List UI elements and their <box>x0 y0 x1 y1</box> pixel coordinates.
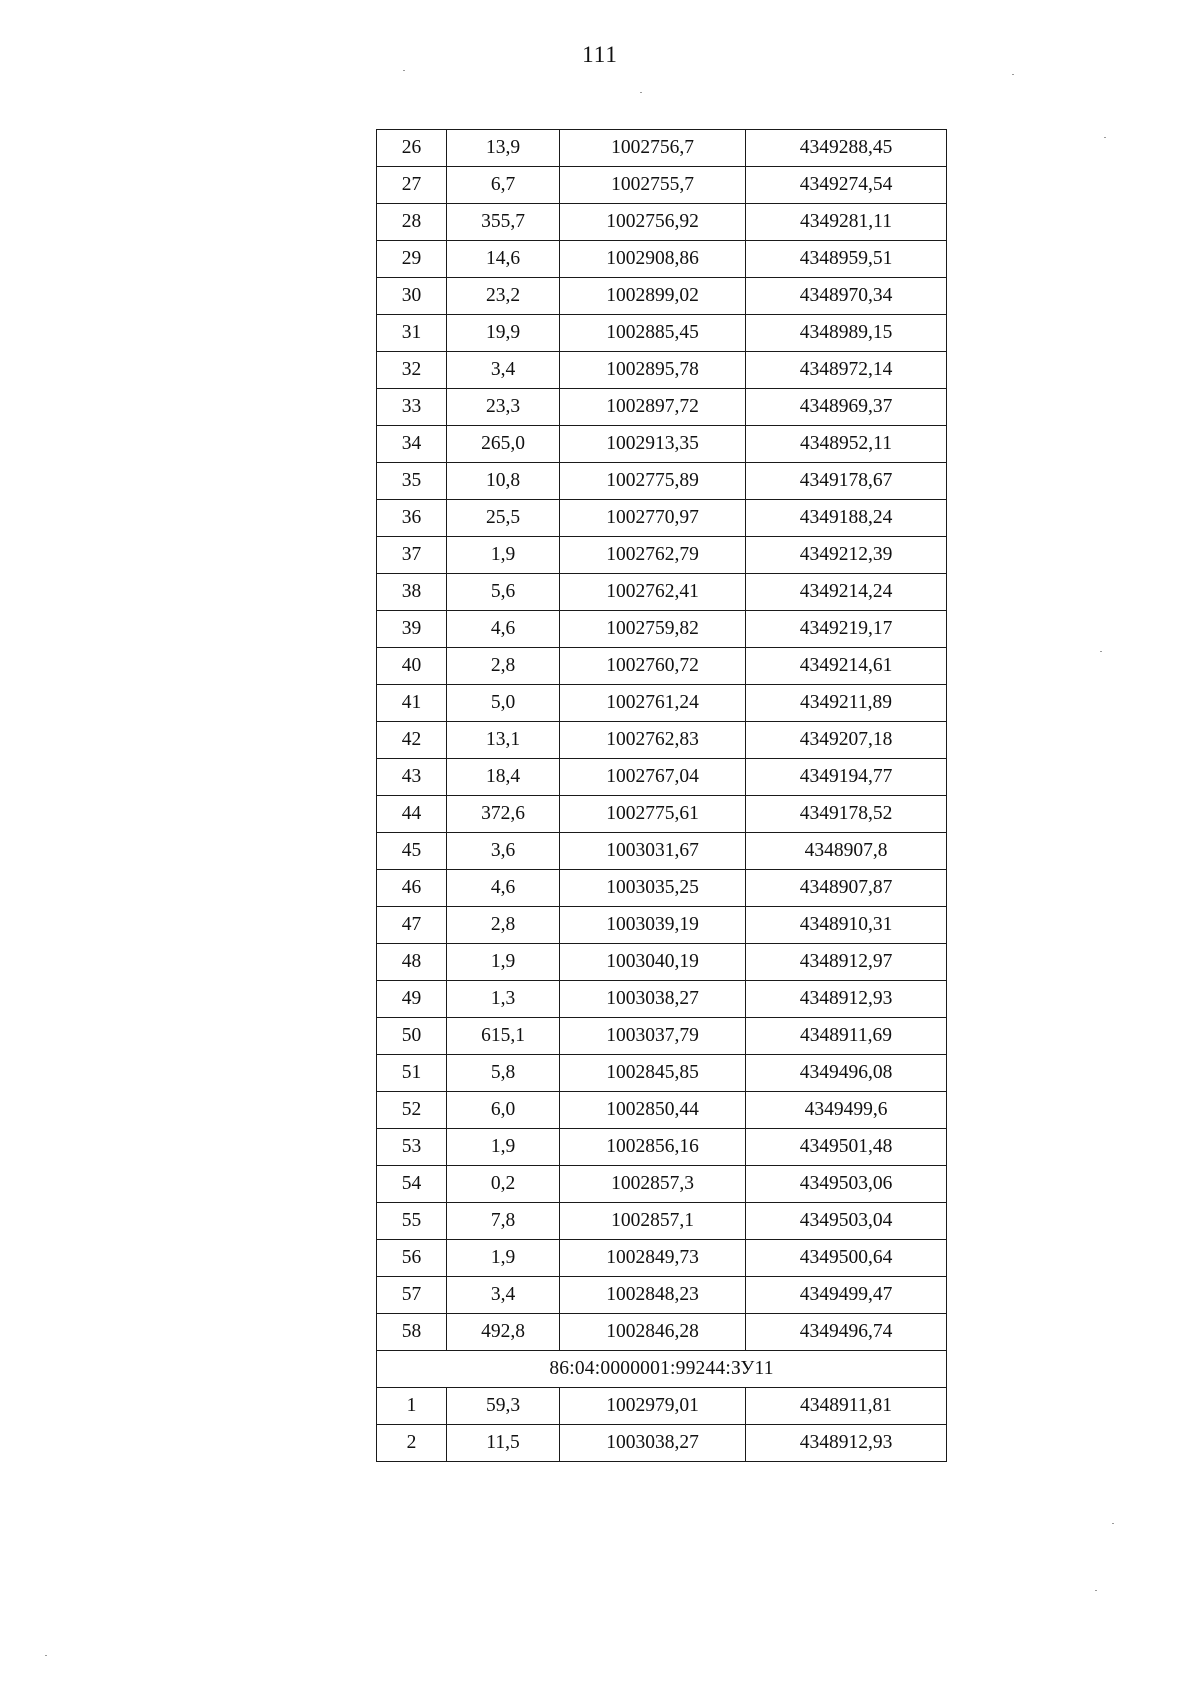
y-coordinate-cell: 4349194,77 <box>746 759 947 796</box>
table-row <box>377 426 947 463</box>
length-cell: 19,9 <box>447 315 560 352</box>
point-number-cell: 28 <box>377 204 447 241</box>
point-number-cell: 32 <box>377 352 447 389</box>
length-cell: 1,9 <box>447 1240 560 1277</box>
x-coordinate-cell: 1002908,86 <box>560 241 746 278</box>
table-row <box>377 463 947 500</box>
length-cell: 3,4 <box>447 352 560 389</box>
point-number-cell: 44 <box>377 796 447 833</box>
y-coordinate-cell: 4348907,8 <box>746 833 947 870</box>
point-number-cell: 1 <box>377 1388 447 1425</box>
scan-speck <box>1095 1590 1097 1591</box>
point-number-cell: 52 <box>377 1092 447 1129</box>
point-number-cell: 31 <box>377 315 447 352</box>
y-coordinate-cell: 4349288,45 <box>746 130 947 167</box>
table-row <box>377 833 947 870</box>
point-number-cell: 38 <box>377 574 447 611</box>
table-row <box>377 796 947 833</box>
length-cell: 23,3 <box>447 389 560 426</box>
table-row <box>377 648 947 685</box>
length-cell: 3,6 <box>447 833 560 870</box>
length-cell: 2,8 <box>447 648 560 685</box>
point-number-cell: 37 <box>377 537 447 574</box>
point-number-cell: 26 <box>377 130 447 167</box>
y-coordinate-cell: 4348911,81 <box>746 1388 947 1425</box>
length-cell: 1,9 <box>447 537 560 574</box>
y-coordinate-cell: 4349503,04 <box>746 1203 947 1240</box>
x-coordinate-cell: 1002979,01 <box>560 1388 746 1425</box>
length-cell: 355,7 <box>447 204 560 241</box>
table-row <box>377 1240 947 1277</box>
length-cell: 5,8 <box>447 1055 560 1092</box>
length-cell: 13,1 <box>447 722 560 759</box>
x-coordinate-cell: 1003038,27 <box>560 1425 746 1462</box>
x-coordinate-cell: 1003031,67 <box>560 833 746 870</box>
section-header-row <box>377 1351 947 1388</box>
point-number-cell: 55 <box>377 1203 447 1240</box>
length-cell: 59,3 <box>447 1388 560 1425</box>
table-row <box>377 1129 947 1166</box>
point-number-cell: 56 <box>377 1240 447 1277</box>
point-number-cell: 29 <box>377 241 447 278</box>
point-number-cell: 34 <box>377 426 447 463</box>
x-coordinate-cell: 1002756,7 <box>560 130 746 167</box>
x-coordinate-cell: 1002775,89 <box>560 463 746 500</box>
y-coordinate-cell: 4348910,31 <box>746 907 947 944</box>
x-coordinate-cell: 1002760,72 <box>560 648 746 685</box>
length-cell: 3,4 <box>447 1277 560 1314</box>
table-row <box>377 1092 947 1129</box>
y-coordinate-cell: 4349499,47 <box>746 1277 947 1314</box>
table-row <box>377 685 947 722</box>
point-number-cell: 36 <box>377 500 447 537</box>
table-row <box>377 722 947 759</box>
length-cell: 1,9 <box>447 944 560 981</box>
table-row <box>377 611 947 648</box>
table-row <box>377 1018 947 1055</box>
y-coordinate-cell: 4349211,89 <box>746 685 947 722</box>
table-row <box>377 130 947 167</box>
y-coordinate-cell: 4349188,24 <box>746 500 947 537</box>
y-coordinate-cell: 4349501,48 <box>746 1129 947 1166</box>
x-coordinate-cell: 1002759,82 <box>560 611 746 648</box>
point-number-cell: 53 <box>377 1129 447 1166</box>
y-coordinate-cell: 4348911,69 <box>746 1018 947 1055</box>
table-row <box>377 204 947 241</box>
length-cell: 0,2 <box>447 1166 560 1203</box>
y-coordinate-cell: 4348952,11 <box>746 426 947 463</box>
x-coordinate-cell: 1002770,97 <box>560 500 746 537</box>
parcel-cadastral-number: 86:04:0000001:99244:ЗУ11 <box>377 1351 947 1388</box>
x-coordinate-cell: 1002857,1 <box>560 1203 746 1240</box>
length-cell: 11,5 <box>447 1425 560 1462</box>
table-row <box>377 352 947 389</box>
x-coordinate-cell: 1002848,23 <box>560 1277 746 1314</box>
length-cell: 1,9 <box>447 1129 560 1166</box>
y-coordinate-cell: 4349499,6 <box>746 1092 947 1129</box>
length-cell: 4,6 <box>447 611 560 648</box>
point-number-cell: 2 <box>377 1425 447 1462</box>
point-number-cell: 54 <box>377 1166 447 1203</box>
point-number-cell: 49 <box>377 981 447 1018</box>
x-coordinate-cell: 1002762,41 <box>560 574 746 611</box>
x-coordinate-cell: 1002850,44 <box>560 1092 746 1129</box>
length-cell: 23,2 <box>447 278 560 315</box>
x-coordinate-cell: 1002756,92 <box>560 204 746 241</box>
length-cell: 6,7 <box>447 167 560 204</box>
y-coordinate-cell: 4348912,93 <box>746 1425 947 1462</box>
length-cell: 18,4 <box>447 759 560 796</box>
y-coordinate-cell: 4348912,93 <box>746 981 947 1018</box>
y-coordinate-cell: 4349503,06 <box>746 1166 947 1203</box>
scan-speck <box>45 1655 47 1656</box>
length-cell: 492,8 <box>447 1314 560 1351</box>
table-row <box>377 870 947 907</box>
x-coordinate-cell: 1002885,45 <box>560 315 746 352</box>
x-coordinate-cell: 1002755,7 <box>560 167 746 204</box>
y-coordinate-cell: 4349214,24 <box>746 574 947 611</box>
y-coordinate-cell: 4349219,17 <box>746 611 947 648</box>
scan-speck <box>403 70 405 71</box>
x-coordinate-cell: 1002845,85 <box>560 1055 746 1092</box>
length-cell: 6,0 <box>447 1092 560 1129</box>
x-coordinate-cell: 1002849,73 <box>560 1240 746 1277</box>
length-cell: 265,0 <box>447 426 560 463</box>
coordinates-table <box>376 129 947 1462</box>
x-coordinate-cell: 1003035,25 <box>560 870 746 907</box>
length-cell: 4,6 <box>447 870 560 907</box>
x-coordinate-cell: 1002762,83 <box>560 722 746 759</box>
table-row <box>377 759 947 796</box>
point-number-cell: 45 <box>377 833 447 870</box>
y-coordinate-cell: 4348959,51 <box>746 241 947 278</box>
x-coordinate-cell: 1002895,78 <box>560 352 746 389</box>
y-coordinate-cell: 4348912,97 <box>746 944 947 981</box>
length-cell: 10,8 <box>447 463 560 500</box>
scan-speck <box>1012 74 1014 75</box>
table-row <box>377 315 947 352</box>
x-coordinate-cell: 1002775,61 <box>560 796 746 833</box>
table-row <box>377 1055 947 1092</box>
y-coordinate-cell: 4349178,52 <box>746 796 947 833</box>
table-row <box>377 1277 947 1314</box>
x-coordinate-cell: 1002899,02 <box>560 278 746 315</box>
point-number-cell: 50 <box>377 1018 447 1055</box>
table-row <box>377 981 947 1018</box>
table-row <box>377 1203 947 1240</box>
length-cell: 2,8 <box>447 907 560 944</box>
table-row <box>377 537 947 574</box>
length-cell: 5,6 <box>447 574 560 611</box>
length-cell: 615,1 <box>447 1018 560 1055</box>
y-coordinate-cell: 4348972,14 <box>746 352 947 389</box>
scan-speck <box>1100 651 1102 652</box>
point-number-cell: 42 <box>377 722 447 759</box>
length-cell: 25,5 <box>447 500 560 537</box>
point-number-cell: 47 <box>377 907 447 944</box>
length-cell: 372,6 <box>447 796 560 833</box>
point-number-cell: 35 <box>377 463 447 500</box>
y-coordinate-cell: 4349496,08 <box>746 1055 947 1092</box>
table-row <box>377 1314 947 1351</box>
length-cell: 14,6 <box>447 241 560 278</box>
y-coordinate-cell: 4349214,61 <box>746 648 947 685</box>
x-coordinate-cell: 1002762,79 <box>560 537 746 574</box>
y-coordinate-cell: 4348970,34 <box>746 278 947 315</box>
length-cell: 5,0 <box>447 685 560 722</box>
y-coordinate-cell: 4349178,67 <box>746 463 947 500</box>
point-number-cell: 43 <box>377 759 447 796</box>
table-row <box>377 574 947 611</box>
table-row <box>377 241 947 278</box>
point-number-cell: 40 <box>377 648 447 685</box>
x-coordinate-cell: 1002857,3 <box>560 1166 746 1203</box>
table-row <box>377 944 947 981</box>
point-number-cell: 33 <box>377 389 447 426</box>
scan-speck <box>640 92 642 93</box>
y-coordinate-cell: 4349274,54 <box>746 167 947 204</box>
point-number-cell: 46 <box>377 870 447 907</box>
y-coordinate-cell: 4348907,87 <box>746 870 947 907</box>
table-row <box>377 167 947 204</box>
table-row <box>377 389 947 426</box>
point-number-cell: 51 <box>377 1055 447 1092</box>
point-number-cell: 39 <box>377 611 447 648</box>
table-row <box>377 907 947 944</box>
x-coordinate-cell: 1002913,35 <box>560 426 746 463</box>
x-coordinate-cell: 1002761,24 <box>560 685 746 722</box>
y-coordinate-cell: 4349207,18 <box>746 722 947 759</box>
x-coordinate-cell: 1002767,04 <box>560 759 746 796</box>
length-cell: 1,3 <box>447 981 560 1018</box>
scan-speck <box>1112 1523 1114 1524</box>
y-coordinate-cell: 4349281,11 <box>746 204 947 241</box>
table-row <box>377 278 947 315</box>
y-coordinate-cell: 4348989,15 <box>746 315 947 352</box>
table-row <box>377 1388 947 1425</box>
x-coordinate-cell: 1003037,79 <box>560 1018 746 1055</box>
point-number-cell: 27 <box>377 167 447 204</box>
point-number-cell: 57 <box>377 1277 447 1314</box>
coordinates-table-body <box>377 130 947 1462</box>
length-cell: 7,8 <box>447 1203 560 1240</box>
point-number-cell: 41 <box>377 685 447 722</box>
point-number-cell: 30 <box>377 278 447 315</box>
x-coordinate-cell: 1002897,72 <box>560 389 746 426</box>
point-number-cell: 58 <box>377 1314 447 1351</box>
y-coordinate-cell: 4349496,74 <box>746 1314 947 1351</box>
x-coordinate-cell: 1003039,19 <box>560 907 746 944</box>
table-row <box>377 1166 947 1203</box>
y-coordinate-cell: 4349212,39 <box>746 537 947 574</box>
point-number-cell: 48 <box>377 944 447 981</box>
x-coordinate-cell: 1003038,27 <box>560 981 746 1018</box>
x-coordinate-cell: 1003040,19 <box>560 944 746 981</box>
y-coordinate-cell: 4349500,64 <box>746 1240 947 1277</box>
page-number: 111 <box>582 42 618 67</box>
y-coordinate-cell: 4348969,37 <box>746 389 947 426</box>
length-cell: 13,9 <box>447 130 560 167</box>
x-coordinate-cell: 1002856,16 <box>560 1129 746 1166</box>
table-row <box>377 1425 947 1462</box>
x-coordinate-cell: 1002846,28 <box>560 1314 746 1351</box>
scan-speck <box>1104 137 1106 138</box>
table-row <box>377 500 947 537</box>
